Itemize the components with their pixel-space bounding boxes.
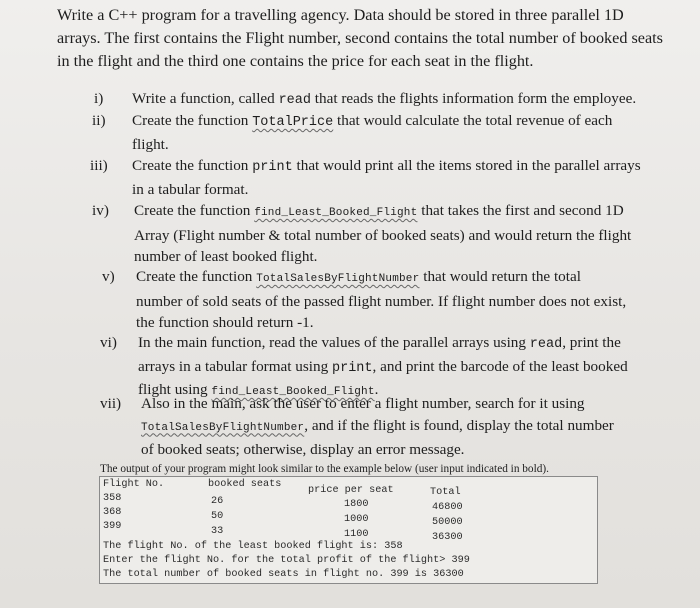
- intro-paragraph: [57, 4, 677, 73]
- sample-caption: The output of your program might look similar to the example below (user input indicated in bold).: [100, 463, 549, 475]
- item-text: Also in the main, ask the user to enter a flight number, search for it using TotalSalesByFlightNumber, and if the flight is found, display the total number of booked seats; otherwise, display an error message.: [141, 395, 614, 458]
- code-read: read: [278, 93, 311, 108]
- item-number: vii): [100, 395, 122, 412]
- intro-line: in the flight and the third one contains the price for each seat in the flight.: [57, 52, 534, 70]
- intro-line: Write a C++ program for a travelling agency. Data should be stored in three parallel 1D: [57, 6, 624, 24]
- item-number: iv): [92, 202, 109, 219]
- item-text: Create the function print that would print all the items stored in the parallel arrays in a tabular format.: [132, 157, 641, 198]
- header-total: Total: [430, 487, 461, 498]
- row-seats: 26: [211, 496, 224, 507]
- row-price: 1000: [344, 514, 369, 525]
- code-print: print: [332, 360, 373, 376]
- row-price: 1100: [344, 529, 369, 540]
- code-print: print: [252, 160, 293, 175]
- row-flight: 368: [103, 507, 122, 518]
- item-number: v): [102, 268, 115, 285]
- row-price: 1800: [344, 499, 369, 510]
- item-text: Write a function, called read that reads the flights information form the employee.: [132, 90, 637, 108]
- code-totalprice: TotalPrice: [252, 115, 334, 130]
- item-text: Create the function find_Least_Booked_Flight that takes the first and second 1D Array (Flight number & total number of booked seats) and would return the flight number of least booked flight.: [134, 202, 632, 265]
- header-price-per-seat: price per seat: [308, 485, 394, 496]
- code-totalsalesbyflightnumber: TotalSalesByFlightNumber: [141, 421, 305, 434]
- prompt-line: Enter the flight No. for the total profit of the flight> 399: [103, 555, 470, 566]
- item-number: iii): [90, 157, 108, 174]
- total-booked-line: The total number of booked seats in flight no. 399 is 36300: [103, 569, 464, 580]
- item-text: Create the function TotalSalesByFlightNumber that would return the total number of sold seats of the passed flight number. If flight number does not exist, the function should return -1.: [136, 268, 627, 331]
- item-text: In the main function, read the values of the parallel arrays using read, print the arrays in a tabular format using print, and print the barcode of the least booked flight using find_Least_Booked_Flight.: [138, 334, 628, 398]
- row-seats: 33: [211, 526, 224, 537]
- row-flight: 399: [103, 521, 122, 532]
- header-flight-no: Flight No.: [103, 479, 165, 490]
- code-find-least-booked-flight: find_Least_Booked_Flight: [211, 386, 375, 398]
- item-number: ii): [92, 112, 106, 129]
- item-number: i): [94, 90, 104, 107]
- code-read: read: [529, 337, 563, 352]
- least-booked-line: The flight No. of the least booked flight is: 358: [103, 541, 403, 552]
- item-text: Create the function TotalPrice that would calculate the total revenue of each flight.: [132, 112, 613, 153]
- header-booked-seats: booked seats: [208, 479, 282, 490]
- row-total: 36300: [432, 532, 463, 543]
- intro-line: arrays. The first contains the Flight number, second contains the total number of booked seats: [57, 29, 663, 47]
- code-totalsalesbyflightnumber: TotalSalesByFlightNumber: [256, 273, 420, 285]
- code-find-least-booked-flight: find_Least_Booked_Flight: [254, 207, 418, 219]
- row-total: 46800: [432, 502, 463, 513]
- row-flight: 358: [103, 493, 122, 504]
- row-total: 50000: [432, 517, 463, 528]
- row-seats: 50: [211, 511, 224, 522]
- item-number: vi): [100, 334, 117, 351]
- sample-console-output: [99, 476, 598, 584]
